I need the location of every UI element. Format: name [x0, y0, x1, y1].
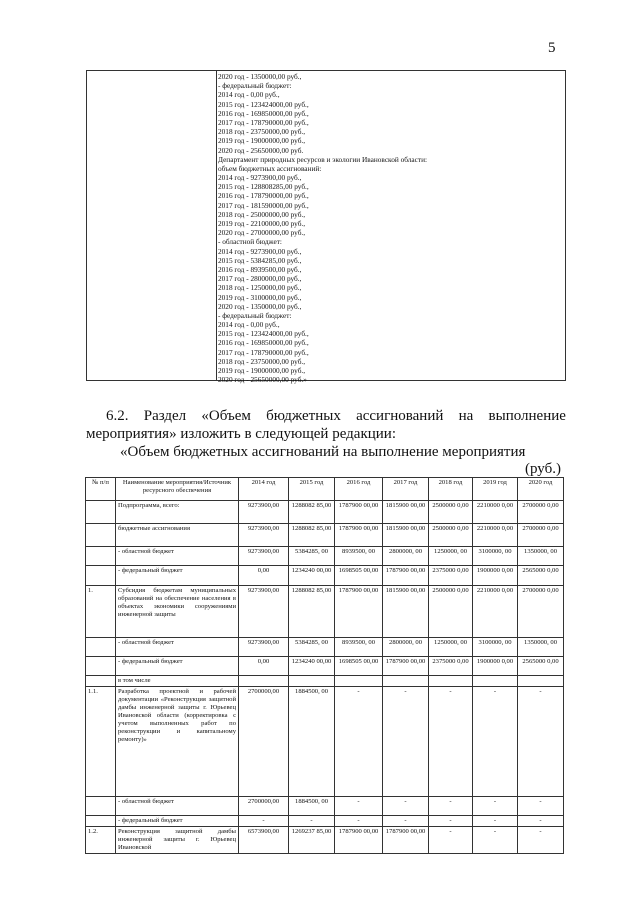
budget-line: 2018 год - 25000000,00 руб., — [218, 209, 306, 219]
table-cell: 3100000, 00 — [473, 547, 518, 566]
unit-label: (руб.) — [525, 461, 561, 477]
table-cell: 1250000, 00 — [429, 638, 473, 657]
table-cell: 1234240 00,00 — [289, 657, 335, 676]
table-cell: - — [429, 687, 473, 797]
table-cell — [86, 797, 116, 816]
table-cell: 1288082 85,00 — [289, 501, 335, 524]
budget-line: 2014 год - 9273900,00 руб., — [218, 246, 302, 256]
budget-line: 2015 год - 123424000,00 руб., — [218, 329, 309, 339]
table-cell: - — [289, 816, 335, 827]
table-cell: 2500000 0,00 — [429, 501, 473, 524]
table-cell: 5384285, 00 — [289, 638, 335, 657]
budget-line: 2016 год - 169850000,00 руб., — [218, 338, 309, 348]
budget-line: 2016 год - 178790000,00 руб., — [218, 191, 309, 201]
table-row — [86, 816, 564, 827]
table-cell: 1269237 85,00 — [289, 827, 335, 854]
table-cell — [86, 638, 116, 657]
table-cell: 8939500, 00 — [335, 547, 383, 566]
budget-line: 2018 год - 1250000,00 руб., — [218, 283, 302, 293]
table-row — [86, 638, 564, 657]
table-row — [86, 827, 564, 854]
table-cell: 1.1. — [86, 687, 116, 797]
table-cell: 6573900,00 — [239, 827, 289, 854]
table-cell: 9273900,00 — [239, 524, 289, 547]
paragraph-word: ассигнований — [356, 408, 444, 424]
table-cell: 1350000, 00 — [518, 547, 564, 566]
table-cell: 2210000 0,00 — [473, 501, 518, 524]
budget-line: - областной бюджет: — [218, 237, 282, 247]
header-cell: № п/п — [86, 478, 116, 501]
table-cell: 2800000, 00 — [383, 547, 429, 566]
table-cell: 0,00 — [239, 657, 289, 676]
page-number: 5 — [548, 40, 556, 56]
table-cell: - — [473, 797, 518, 816]
table-cell: 1900000 0,00 — [473, 566, 518, 586]
table-cell — [86, 524, 116, 547]
table-row — [86, 524, 564, 547]
table-cell: 2700000,00 — [239, 797, 289, 816]
table-cell: 2700000 0,00 — [518, 501, 564, 524]
table-cell — [86, 566, 116, 586]
table-cell — [86, 657, 116, 676]
table-cell: Субсидия бюджетам муниципальных образований на обеспечение населения в объектах экономики сооружениями инженерной защиты — [116, 586, 239, 638]
table-cell: - — [473, 687, 518, 797]
table-cell: - — [518, 797, 564, 816]
table-cell: - — [383, 797, 429, 816]
table-cell: 8939500, 00 — [335, 638, 383, 657]
table-cell: - областной бюджет — [116, 638, 239, 657]
budget-line: 2014 год - 0,00 руб., — [218, 320, 280, 330]
section-paragraph-line-1 — [106, 408, 566, 425]
table-cell: 2500000 0,00 — [429, 524, 473, 547]
table-header-row — [86, 478, 564, 501]
table-cell: - — [518, 827, 564, 854]
budget-line: 2017 год - 178790000,00 руб., — [218, 117, 309, 127]
budget-line: 2018 год - 23750000,00 руб., — [218, 356, 306, 366]
budget-line: 2017 год - 181590000,00 руб., — [218, 200, 309, 210]
table-cell: - — [473, 816, 518, 827]
table-cell: 1250000, 00 — [429, 547, 473, 566]
budget-line: 2020 год - 1350000,00 руб., — [218, 72, 302, 81]
budget-line: 2014 год - 0,00 руб., — [218, 90, 280, 100]
budget-line: 2016 год - 169850000,00 руб., — [218, 108, 309, 118]
table-cell — [86, 501, 116, 524]
paragraph-word: бюджетных — [266, 408, 341, 424]
table-row — [86, 501, 564, 524]
table-cell: 1787900 00,00 — [335, 501, 383, 524]
table-cell: 1.2. — [86, 827, 116, 854]
column-divider — [216, 71, 217, 380]
table-cell: 1787900 00,00 — [383, 827, 429, 854]
section-paragraph-line-2: мероприятия» изложить в следующей редакции: — [86, 426, 396, 442]
table-cell: 5384285, 00 — [289, 547, 335, 566]
table-cell: 1698505 00,00 — [335, 566, 383, 586]
table-cell: 2565000 0,00 — [518, 657, 564, 676]
table-cell: - — [518, 687, 564, 797]
table-cell: - — [335, 797, 383, 816]
table-cell: - — [429, 816, 473, 827]
table-cell: Реконструкция защитной дамбы инженерной защиты г. Юрьевец Ивановской — [116, 827, 239, 854]
table-cell: 1815900 00,00 — [383, 501, 429, 524]
table-cell: 2210000 0,00 — [473, 586, 518, 638]
header-cell: Наименование мероприятия/Источник ресурсного обеспечения — [116, 478, 239, 501]
table-cell — [429, 676, 473, 687]
budget-line: 2017 год - 2800000,00 руб., — [218, 274, 302, 284]
budget-line: 2015 год - 123424000,00 руб., — [218, 99, 309, 109]
budget-line: 2018 год - 23750000,00 руб., — [218, 127, 306, 137]
table-cell — [239, 676, 289, 687]
table-cell: 1350000, 00 — [518, 638, 564, 657]
table-cell: 1787900 00,00 — [383, 657, 429, 676]
paragraph-word: «Объем — [201, 408, 251, 424]
table-cell: - областной бюджет — [116, 547, 239, 566]
table-cell: - — [335, 687, 383, 797]
table-cell: 1. — [86, 586, 116, 638]
table-cell — [473, 676, 518, 687]
budget-line: 2020 год - 25650000,00 руб.» — [218, 375, 307, 385]
table-cell: бюджетные ассигнования — [116, 524, 239, 547]
table-cell — [335, 676, 383, 687]
table-cell: 1787900 00,00 — [335, 586, 383, 638]
table-row — [86, 676, 564, 687]
table-cell: Разработка проектной и рабочей документации «Реконструкция защитной дамбы инженерной защиты г. Юрьевец Ивановской области (корректировка с учетом выполненных работ по реконструкции и капитальному ремонту)» — [116, 687, 239, 797]
table-cell — [86, 676, 116, 687]
table-cell — [86, 816, 116, 827]
budget-table — [85, 477, 564, 854]
budget-line: 2019 год - 3100000,00 руб., — [218, 292, 302, 302]
table-cell: - областной бюджет — [116, 797, 239, 816]
paragraph-word: 6.2. — [106, 408, 129, 424]
header-cell: 2017 год — [383, 478, 429, 501]
table-row — [86, 547, 564, 566]
table-cell — [289, 676, 335, 687]
table-cell: - — [335, 816, 383, 827]
table-cell: 1815900 00,00 — [383, 524, 429, 547]
budget-line: 2014 год - 9273900,00 руб., — [218, 173, 302, 183]
paragraph-word: Раздел — [143, 408, 187, 424]
table-cell: 2700000 0,00 — [518, 524, 564, 547]
table-cell: 2565000 0,00 — [518, 566, 564, 586]
table-cell: 2375000 0,00 — [429, 657, 473, 676]
paragraph-word: на — [458, 408, 474, 424]
table-cell: - федеральный бюджет — [116, 566, 239, 586]
budget-line: объем бюджетных ассигнований: — [218, 163, 322, 173]
table-cell: 0,00 — [239, 566, 289, 586]
table-cell: 1787900 00,00 — [335, 827, 383, 854]
header-cell: 2020 год — [518, 478, 564, 501]
table-cell: 2700000 0,00 — [518, 586, 564, 638]
table-cell: 2375000 0,00 — [429, 566, 473, 586]
header-cell: 2018 год — [429, 478, 473, 501]
header-cell: 2016 год — [335, 478, 383, 501]
table-row — [86, 687, 564, 797]
table-cell: 1884500, 00 — [289, 687, 335, 797]
table-cell: 1900000 0,00 — [473, 657, 518, 676]
table-cell — [86, 547, 116, 566]
table-cell: 2210000 0,00 — [473, 524, 518, 547]
table-cell: - — [473, 827, 518, 854]
table-cell: 2700000,00 — [239, 687, 289, 797]
table-cell: 9273900,00 — [239, 586, 289, 638]
section-heading: «Объем бюджетных ассигнований на выполнение мероприятия — [120, 444, 526, 460]
table-cell — [383, 676, 429, 687]
table-cell: 1787900 00,00 — [383, 566, 429, 586]
table-cell: - — [383, 816, 429, 827]
budget-line: 2015 год - 128808285,00 руб., — [218, 182, 309, 192]
table-row — [86, 797, 564, 816]
table-cell: 9273900,00 — [239, 501, 289, 524]
table-cell: - — [429, 797, 473, 816]
table-cell: - — [429, 827, 473, 854]
table-cell: 2500000 0,00 — [429, 586, 473, 638]
table-cell: - — [518, 816, 564, 827]
header-cell: 2014 год — [239, 478, 289, 501]
table-cell: 1698505 00,00 — [335, 657, 383, 676]
table-cell — [518, 676, 564, 687]
table-cell: - федеральный бюджет — [116, 657, 239, 676]
budget-line: 2020 год - 27000000,00 руб., — [218, 228, 306, 238]
table-row — [86, 586, 564, 638]
table-cell: 1288082 85,00 — [289, 524, 335, 547]
table-cell: 9273900,00 — [239, 638, 289, 657]
table-row — [86, 566, 564, 586]
budget-line: 2020 год - 25650000,00 руб. — [218, 145, 304, 155]
table-row — [86, 657, 564, 676]
table-cell: 1234240 00,00 — [289, 566, 335, 586]
table-cell: - — [239, 816, 289, 827]
table-cell: 1288082 85,00 — [289, 586, 335, 638]
budget-line: 2020 год - 1350000,00 руб., — [218, 301, 302, 311]
paragraph-word: выполнение — [488, 408, 566, 424]
budget-line: 2019 год - 22100000,00 руб., — [218, 219, 306, 228]
table-cell: 2800000, 00 — [383, 638, 429, 657]
table-cell: 1787900 00,00 — [335, 524, 383, 547]
budget-line: 2015 год - 5384285,00 руб., — [218, 255, 302, 265]
table-cell: 1884500, 00 — [289, 797, 335, 816]
table-cell: - федеральный бюджет — [116, 816, 239, 827]
table-cell: 1815900 00,00 — [383, 586, 429, 638]
header-cell: 2015 год — [289, 478, 335, 501]
table-cell: - — [383, 687, 429, 797]
budget-line: Департамент природных ресурсов и экологии Ивановской области: — [218, 154, 428, 164]
table-cell: 3100000, 00 — [473, 638, 518, 657]
budget-line: - федеральный бюджет: — [218, 310, 292, 320]
budget-line: 2016 год - 8939500,00 руб., — [218, 264, 302, 274]
budget-line: 2019 год - 19000000,00 руб., — [218, 366, 306, 375]
budget-line: - федеральный бюджет: — [218, 81, 292, 91]
table-cell: 9273900,00 — [239, 547, 289, 566]
table-cell: Подпрограмма, всего: — [116, 501, 239, 524]
budget-line: 2017 год - 178790000,00 руб., — [218, 347, 309, 357]
budget-line: 2019 год - 19000000,00 руб., — [218, 136, 306, 146]
budget-text-block — [218, 72, 427, 384]
header-cell: 2019 год — [473, 478, 518, 501]
table-cell: в том числе — [116, 676, 239, 687]
